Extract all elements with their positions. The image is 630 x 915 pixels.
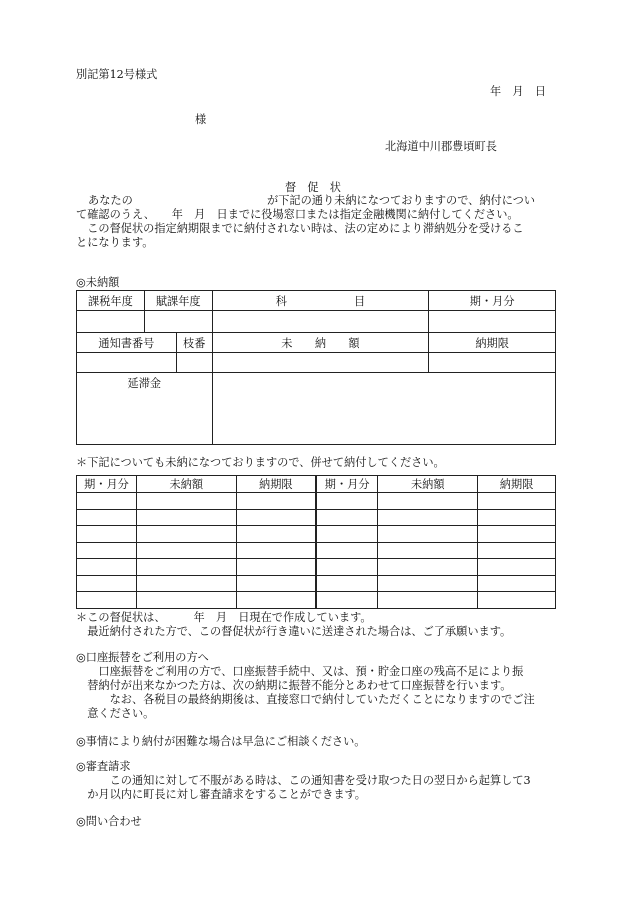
- header-branch-number: 枝番: [176, 333, 212, 353]
- header-unpaid-1: 未納額: [136, 476, 236, 493]
- unpaid-table: [76, 290, 556, 445]
- other-unpaid-cell: [478, 575, 556, 592]
- other-unpaid-cell: [136, 542, 236, 559]
- other-unpaid-cell: [236, 526, 316, 543]
- header-period-1: 期・月分: [77, 476, 137, 493]
- other-unpaid-cell: [378, 559, 478, 576]
- other-unpaid-cell: [316, 559, 378, 576]
- notice-body-line: この督促状の指定納期限までに納付されない時は、法の定めにより滞納処分を受けるこ: [76, 222, 524, 235]
- late-fee-label: 延滞金: [77, 373, 213, 445]
- creation-note-line: 最近納付された方で、この督促状が行き違いに送達された場合は、ご了承願います。: [76, 625, 512, 638]
- other-unpaid-cell: [236, 575, 316, 592]
- other-unpaid-cell: [478, 542, 556, 559]
- issue-date: 年 月 日: [490, 85, 546, 98]
- other-unpaid-cell: [236, 542, 316, 559]
- review-request-section: [76, 760, 556, 802]
- account-transfer-line: 口座振替をご利用の方で、口座振替手続中、又は、預・貯金口座の残高不足により振: [76, 665, 524, 678]
- other-unpaid-cell: [136, 575, 236, 592]
- account-transfer-section: [76, 651, 556, 721]
- other-unpaid-row: [77, 592, 556, 609]
- header-unpaid-2: 未納額: [378, 476, 478, 493]
- notice-body: [76, 194, 552, 250]
- assessment-year-cell: [144, 311, 212, 333]
- header-due-date: 納期限: [429, 333, 556, 353]
- creation-note: [76, 611, 552, 639]
- other-unpaid-cell: [77, 542, 137, 559]
- other-unpaid-cell: [378, 542, 478, 559]
- other-unpaid-cell: [236, 493, 316, 510]
- other-unpaid-cell: [77, 592, 137, 609]
- other-unpaid-cell: [77, 509, 137, 526]
- tax-year-cell: [77, 311, 145, 333]
- other-unpaid-cell: [236, 559, 316, 576]
- other-unpaid-cell: [136, 493, 236, 510]
- other-unpaid-cell: [77, 575, 137, 592]
- other-unpaid-cell: [316, 542, 378, 559]
- other-unpaid-cell: [77, 493, 137, 510]
- notice-body-line: とになります。: [76, 236, 154, 249]
- other-unpaid-cell: [316, 493, 378, 510]
- other-unpaid-cell: [378, 493, 478, 510]
- form-number: 別記第12号様式: [76, 68, 158, 81]
- other-unpaid-cell: [236, 509, 316, 526]
- creation-note-line: ＊この督促状は、 年 月 日現在で作成しています。: [76, 611, 372, 624]
- other-unpaid-row: [77, 493, 556, 510]
- other-unpaid-cell: [77, 559, 137, 576]
- other-unpaid-cell: [316, 526, 378, 543]
- header-notice-number: 通知書番号: [77, 333, 177, 353]
- inquiry-title: ◎問い合わせ: [76, 815, 142, 828]
- subject-cell: [212, 311, 429, 333]
- other-unpaid-cell: [236, 592, 316, 609]
- other-unpaid-cell: [478, 526, 556, 543]
- other-unpaid-cell: [316, 592, 378, 609]
- notice-number-cell: [77, 353, 177, 373]
- other-unpaid-table: [76, 475, 556, 609]
- other-unpaid-cell: [478, 509, 556, 526]
- other-unpaid-row: [77, 526, 556, 543]
- header-due-1: 納期限: [236, 476, 316, 493]
- period-cell: [429, 311, 556, 333]
- other-unpaid-note: ＊下記についても未納になつておりますので、併せて納付してください。: [76, 456, 445, 469]
- other-unpaid-rows: [77, 493, 556, 609]
- review-request-title: ◎審査請求: [76, 760, 131, 773]
- addressee-suffix: 様: [195, 113, 207, 126]
- account-transfer-line: 意ください。: [76, 707, 155, 720]
- other-unpaid-cell: [478, 592, 556, 609]
- notice-body-line: て確認のうえ、 年 月 日までに役場窓口または指定金融機関に納付してください。: [76, 208, 519, 221]
- other-unpaid-cell: [136, 526, 236, 543]
- issuer-name: 北海道中川郡豊頃町長: [385, 140, 497, 153]
- other-unpaid-row: [77, 542, 556, 559]
- notice-body-line: あなたの が下記の通り未納になつておりますので、納付につい: [88, 194, 536, 207]
- header-period: 期・月分: [429, 291, 556, 311]
- review-request-line: か月以内に町長に対し審査請求をすることができます。: [76, 788, 366, 801]
- due-date-cell: [429, 353, 556, 373]
- other-unpaid-cell: [378, 526, 478, 543]
- account-transfer-title: ◎口座振替をご利用の方へ: [76, 651, 209, 664]
- other-unpaid-cell: [478, 559, 556, 576]
- unpaid-section-title: ◎未納額: [76, 276, 120, 289]
- other-unpaid-cell: [378, 575, 478, 592]
- other-unpaid-row: [77, 575, 556, 592]
- other-unpaid-cell: [316, 575, 378, 592]
- header-subject: 科 目: [212, 291, 429, 311]
- other-unpaid-row: [77, 559, 556, 576]
- other-unpaid-cell: [316, 509, 378, 526]
- account-transfer-line: なお、各税目の最終納期後は、直接窓口で納付していただくことになりますのでご注: [76, 693, 535, 706]
- unpaid-amount-cell: [212, 353, 429, 373]
- header-tax-year: 課税年度: [77, 291, 145, 311]
- other-unpaid-cell: [77, 526, 137, 543]
- review-request-line: この通知に対して不服がある時は、この通知書を受け取つた日の翌日から起算して3: [76, 774, 531, 787]
- notice-title: 督 促 状: [285, 181, 341, 194]
- other-unpaid-row: [77, 509, 556, 526]
- header-unpaid-amount: 未 納 額: [212, 333, 429, 353]
- difficulty-note: ◎事情により納付が困難な場合は早急にご相談ください。: [76, 735, 366, 748]
- header-due-2: 納期限: [478, 476, 556, 493]
- other-unpaid-cell: [136, 592, 236, 609]
- branch-number-cell: [176, 353, 212, 373]
- account-transfer-line: 替納付が出来なかつた方は、次の納期に振替不能分とあわせて口座振替を行います。: [76, 679, 512, 692]
- other-unpaid-cell: [478, 493, 556, 510]
- late-fee-cell: [212, 373, 555, 445]
- header-assessment-year: 賦課年度: [144, 291, 212, 311]
- other-unpaid-cell: [136, 559, 236, 576]
- other-unpaid-cell: [136, 509, 236, 526]
- other-unpaid-cell: [378, 592, 478, 609]
- header-period-2: 期・月分: [316, 476, 378, 493]
- other-unpaid-cell: [378, 509, 478, 526]
